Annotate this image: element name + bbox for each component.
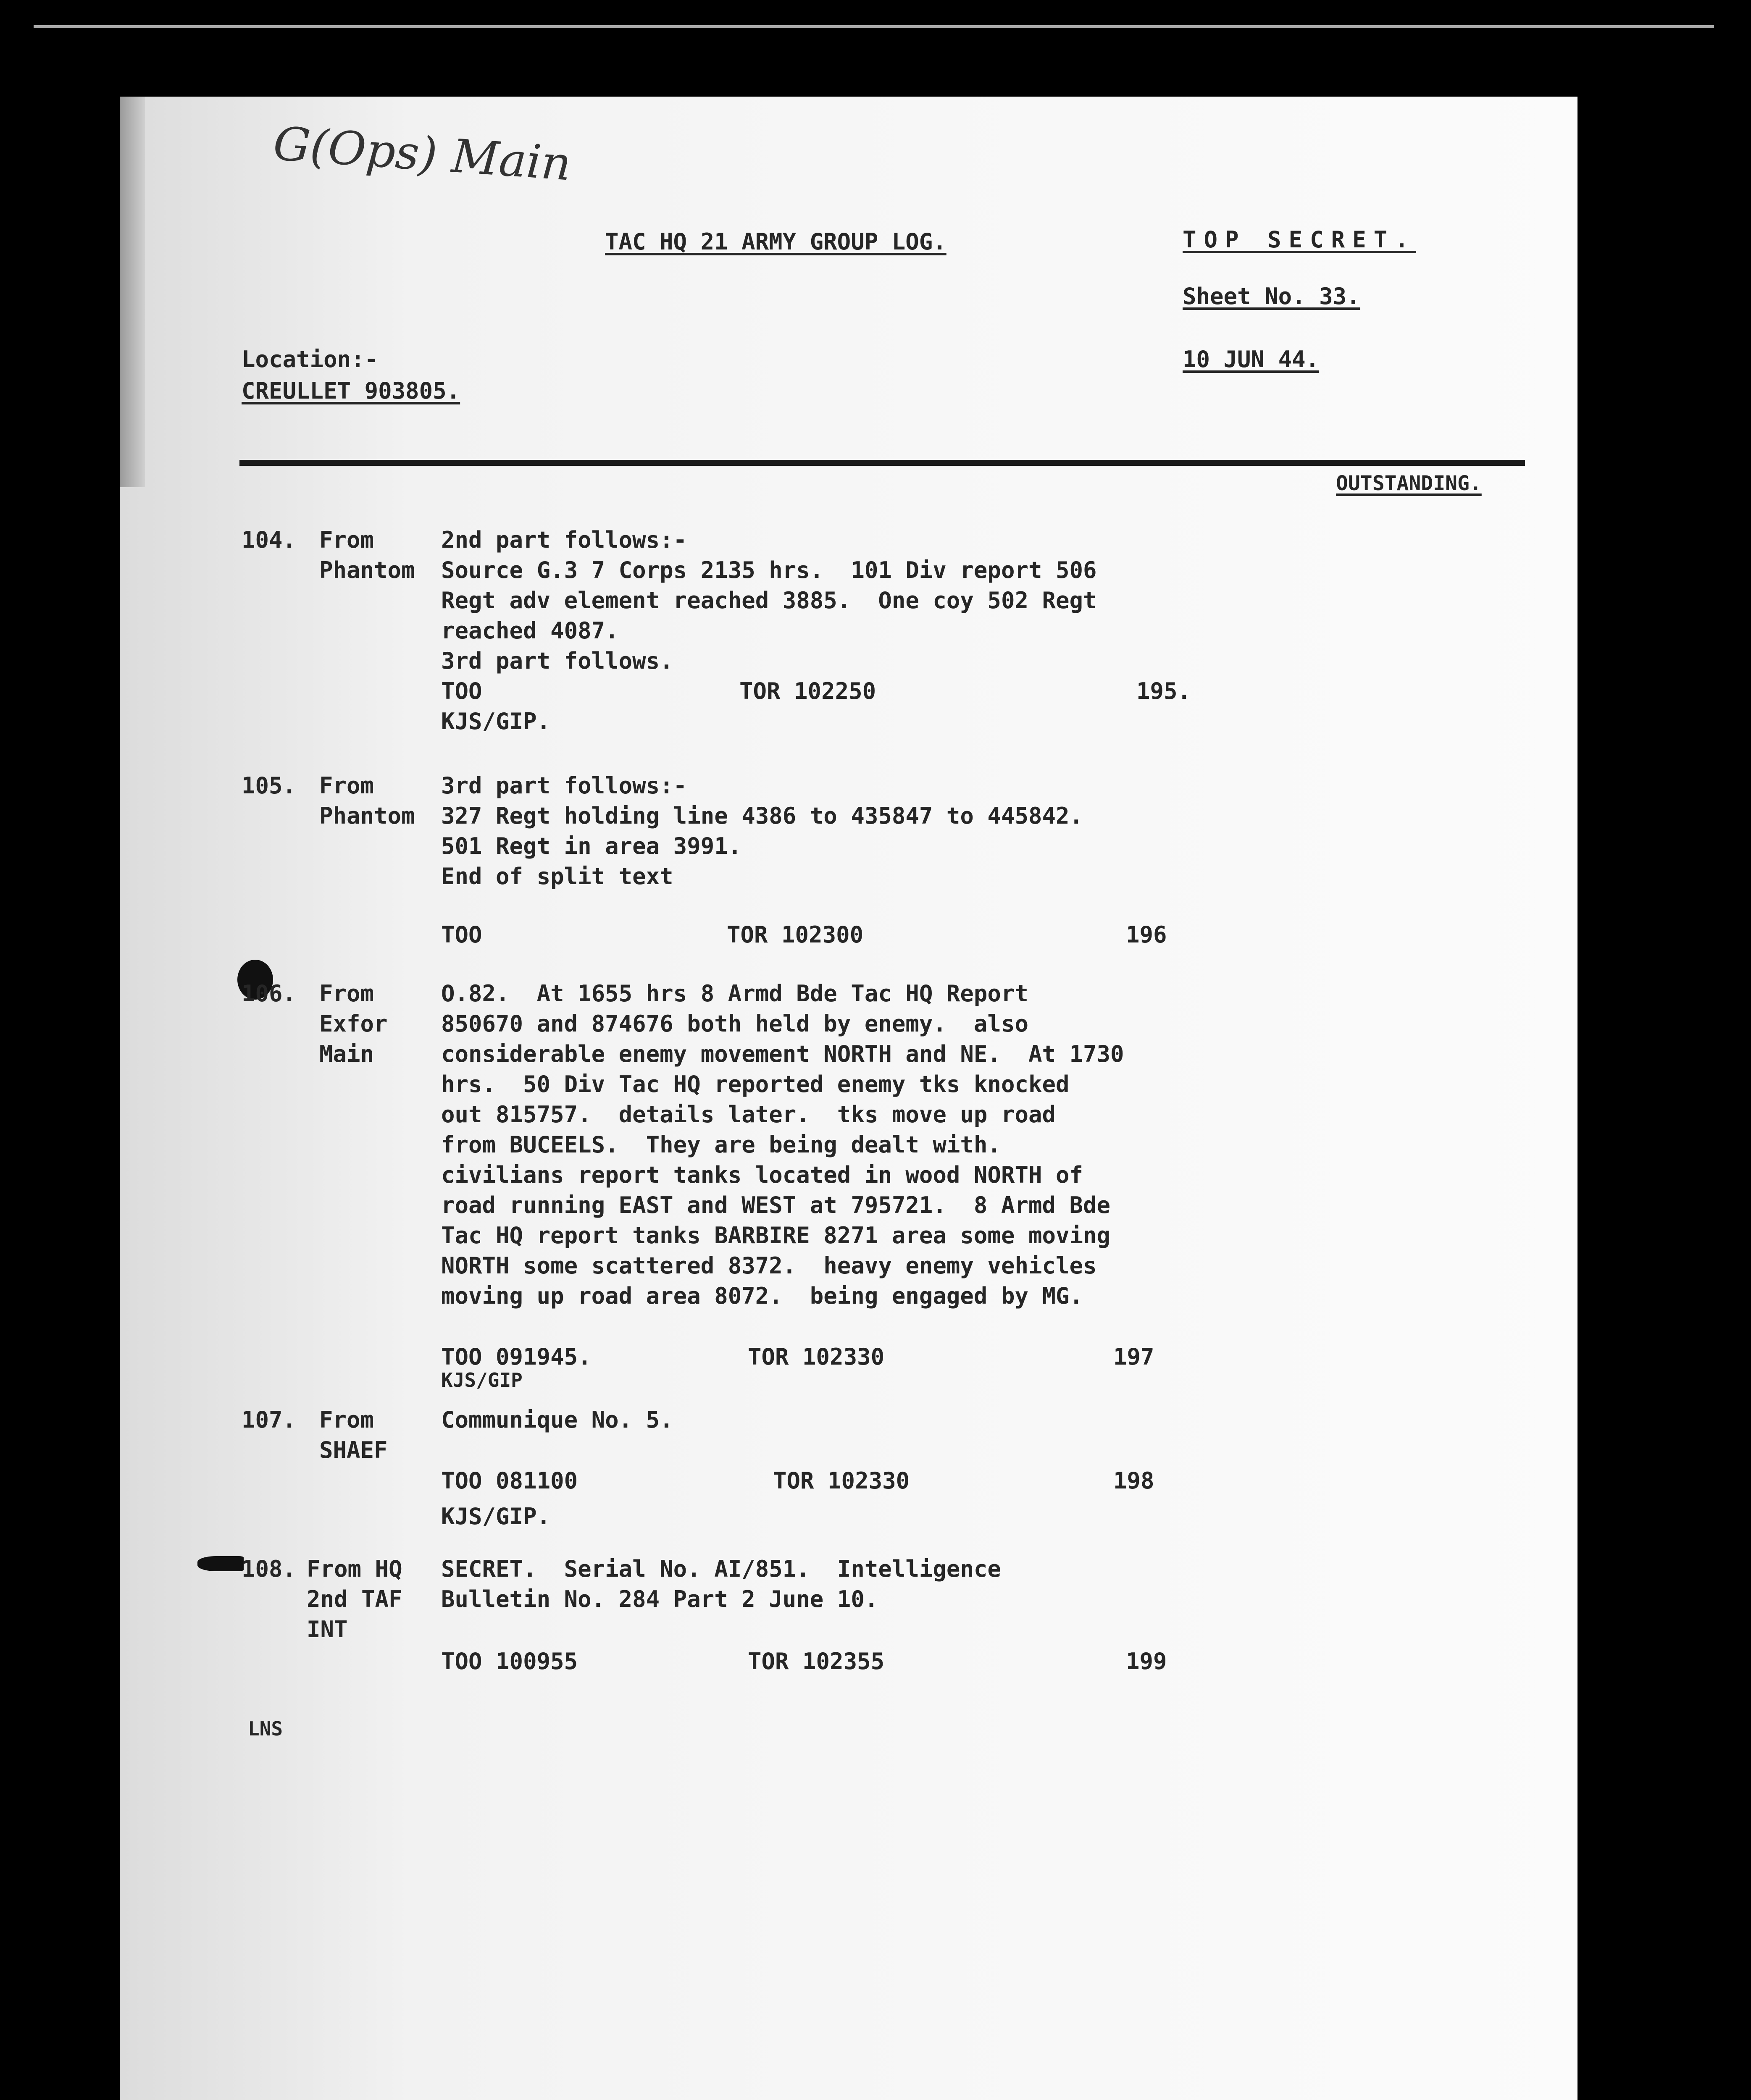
entry-text-line: civilians report tanks located in wood NORTH of [441,1162,1083,1188]
entry-too: TOO [441,678,482,704]
entry-tor: TOR 102300 [727,921,864,948]
entry-from: From [319,772,374,799]
entry-text-line: road running EAST and WEST at 795721. 8 Armd Bde [441,1192,1111,1218]
entry-from: SHAEF [319,1437,388,1463]
log-date: 10 JUN 44. [1183,346,1320,373]
entry-from: From [319,980,374,1007]
entry-number: 107. [242,1407,297,1433]
entry-tor: TOR 102330 [748,1344,885,1370]
entry-serial: 199 [1126,1648,1167,1675]
footer-initials: LNS [248,1717,283,1740]
entry-text-line: 2nd part follows:- [441,527,687,553]
entry-serial: 195. [1136,678,1191,704]
entry-too: TOO 091945. [441,1344,592,1370]
entry-serial: 198 [1113,1467,1154,1494]
location-value: CREULLET 903805. [242,378,460,404]
outstanding-label: OUTSTANDING. [1336,472,1482,495]
entry-text-line: Bulletin No. 284 Part 2 June 10. [441,1586,878,1612]
entry-text-line: considerable enemy movement NORTH and NE. At 1730 [441,1041,1124,1067]
entry-serial: 196 [1126,921,1167,948]
entry-initials: KJS/GIP. [441,708,551,735]
film-edge-top [34,25,1714,28]
entry-number: 108. [242,1556,297,1582]
entry-too: TOO [441,921,482,948]
entry-text-line: 850670 and 874676 both held by enemy. also [441,1011,1028,1037]
entry-too: TOO 100955 [441,1648,578,1675]
entry-text-line: 501 Regt in area 3991. [441,833,742,859]
entry-text-line: End of split text [441,863,673,890]
entry-tor: TOR 102330 [773,1467,910,1494]
entry-from: From HQ [307,1556,402,1582]
entry-from: Phantom [319,803,415,829]
entry-from: 2nd TAF [307,1586,402,1612]
header-rule [239,460,1525,466]
entry-tor: TOR 102250 [739,678,876,704]
entry-number: 106. [242,980,297,1007]
log-title: TAC HQ 21 ARMY GROUP LOG. [605,228,946,255]
paper-fold-shadow [120,97,145,487]
classification: TOP SECRET. [1183,226,1416,253]
margin-arrow-mark [197,1556,244,1571]
entry-text-line: from BUCEELS. They are being dealt with. [441,1131,1001,1158]
entry-text-line: SECRET. Serial No. AI/851. Intelligence [441,1556,1001,1582]
handwritten-note: G(Ops) Main [271,116,573,191]
entry-text-line: O.82. At 1655 hrs 8 Armd Bde Tac HQ Report [441,980,1028,1007]
entry-from: Main [319,1041,374,1067]
entry-from: From [319,527,374,553]
entry-text-line: moving up road area 8072. being engaged by MG. [441,1283,1083,1309]
location-label: Location:- [242,346,379,373]
entry-text-line: Communique No. 5. [441,1407,673,1433]
entry-text-line: 327 Regt holding line 4386 to 435847 to 445842. [441,803,1083,829]
entry-text-line: 3rd part follows. [441,648,673,674]
entry-initials: KJS/GIP [441,1369,523,1391]
entry-text-line: hrs. 50 Div Tac HQ reported enemy tks knocked [441,1071,1070,1097]
entry-text-line: 3rd part follows:- [441,772,687,799]
entry-initials: KJS/GIP. [441,1503,551,1530]
entry-text-line: reached 4087. [441,617,619,644]
entry-from: Exfor [319,1011,388,1037]
entry-number: 104. [242,527,297,553]
entry-number: 105. [242,772,297,799]
entry-too: TOO 081100 [441,1467,578,1494]
entry-serial: 197 [1113,1344,1154,1370]
entry-text-line: Source G.3 7 Corps 2135 hrs. 101 Div report 506 [441,557,1097,583]
entry-text-line: out 815757. details later. tks move up road [441,1101,1056,1128]
sheet-number: Sheet No. 33. [1183,283,1360,310]
entry-text-line: Regt adv element reached 3885. One coy 502 Regt [441,587,1097,614]
entry-tor: TOR 102355 [748,1648,885,1675]
entry-text-line: NORTH some scattered 8372. heavy enemy vehicles [441,1252,1097,1279]
entry-from: From [319,1407,374,1433]
entry-from: INT [307,1616,348,1643]
entry-text-line: Tac HQ report tanks BARBIRE 8271 area some moving [441,1222,1111,1249]
entry-from: Phantom [319,557,415,583]
